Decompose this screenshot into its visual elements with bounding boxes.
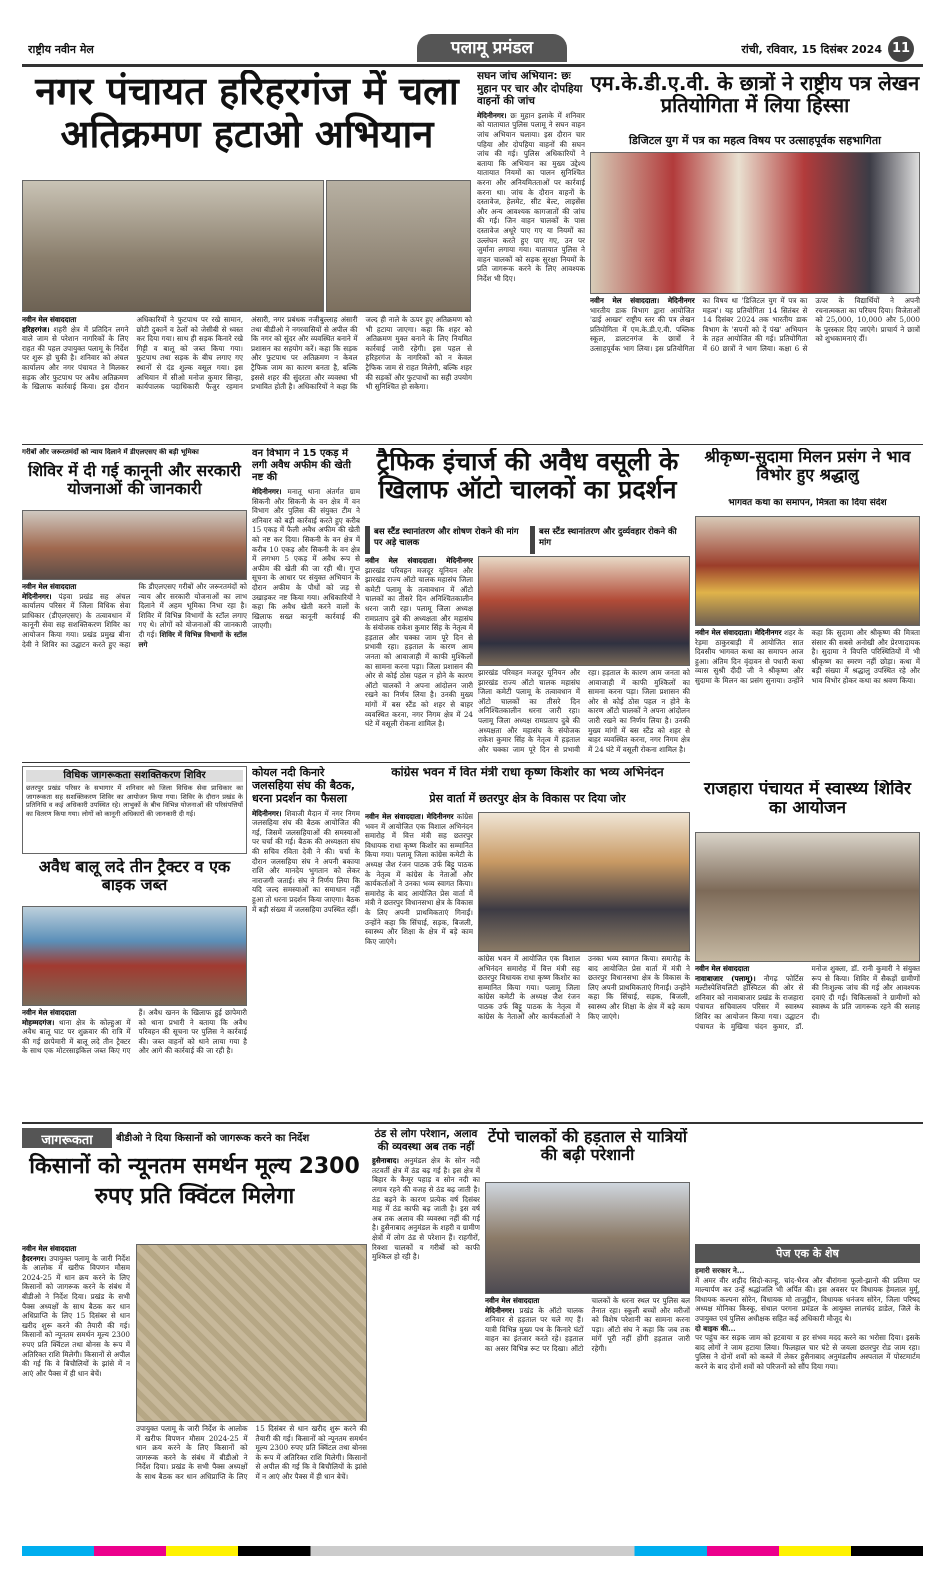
a12-photo <box>695 832 920 962</box>
header-date: रांची, रविवार, 15 दिसंबर 2024 <box>741 43 882 56</box>
a10-column <box>252 766 360 1118</box>
a11-byline: नवीन मेल संवाददाता। मेदिनीनगर <box>365 812 454 821</box>
a8-body: छतरपुर प्रखंड परिसर के सभागार में शनिवार को जिला विधिक सेवा प्राधिकार का जागरूकता सह सशक्तिकरण शिविर का आयोजन किया गया। शिविर के दौरान प्रखंड के प्रतिनिधि व कई अधिकारी उपस्थित रहे। लाभुकों के बीच विभिन्न योजनाओं की परिसंपत्तियों का वितरण किया गया। लोगों को कानूनी अधिकारों की जानकारी दी गई। <box>26 784 243 818</box>
a6-body-2: झारखंड परिवहन मजदूर यूनियन और झारखंड राज्य ऑटो चालक महासंघ जिला कमेटी पलामू के तत्वावधान में ऑटो चालकों का तीसरे दिन अनिश्चितकालीन धरना जारी रहा। पलामू जिला अध्यक्ष रामप्रताप दुबे की अध्यक्षता और महासंघ के संयोजक राकेश कुमार सिंह के नेतृत्व में हड़ताल और चक्का जाम पूरे दिन से प्रभावी रहा। हड़ताल के कारण आम जनता को आवाजाही में काफी मुश्किलों का सामना करना पड़ा। जिला प्रशासन की ओर से कोई ठोस पहल न होने के कारण ऑटो चालकों ने अपना आंदोलन जारी रखने का निर्णय लिया है। उनकी मुख्य मांगों में बस स्टैंड को शहर से बाहर व्यवस्थित करना, नगर निगम क्षेत्र में 24 घंटे में वसूली रोकना शामिल है। <box>478 668 690 754</box>
a10-text: शिवाजी मैदान में नगर निगम जलसहिया संघ की बैठक आयोजित की गई, जिसमें जलसहियाओं की समस्याओं पर चर्चा की गई। बैठक की अध्यक्षता संघ की सचिव रविता देवी ने की। चर्चा के दौरान जलसहिया संघ ने अपनी बकाया राशि और मानदेय भुगतान को लेकर नाराजगी जताई। संघ ने निर्णय लिया कि यदि जल्द समस्याओं का समाधान नहीं हुआ तो धरना प्रदर्शन किया जाएगा। बैठक में बड़ी संख्या में जलसहिया उपस्थित रहीं। <box>252 808 360 914</box>
a12-text: नौगढ़ फोर्टिस मल्टीस्पेशियलिटी हॉस्पिटल की ओर से शनिवार को नावाबाजार प्रखंड के राजहारा पंचायत सचिवालय परिसर में स्वास्थ्य शिविर का आयोजन किया गया। उद्घाटन पंचायत के मुखिया चंदन कुमार, डॉ. मनोज शुक्ला, डॉ. रानी कुमारी ने संयुक्त रूप से किया। शिविर में सैकड़ों ग्रामीणों की निःशुल्क जांच की गई और आवश्यक दवाएं दी गईं। चिकित्सकों ने ग्रामीणों को स्वास्थ्य के प्रति जागरूक रहने की सलाह दी। <box>695 964 920 1031</box>
a5-byline: मेदिनीनगर। <box>252 487 282 496</box>
a16-text: में अमर वीर शहीद सिदो-कान्हू, चांद-भैरव और बीरांगना फूलो-झानो की प्रतिमा पर माल्यार्पण कर उन्हें श्रद्धांजलि भी अर्पित की। इस अवसर पर विधायक हेमलाल मुर्मू, विधायक कल्पना सोरेन, विधायक मो ताजुद्दीन, विधायक धनंजय सोरेन, जिला परिषद अध्यक्ष मोनिका किस्कू, संथाल परगना प्रमंडल के आयुक्त लालचंद डाडेल, जिले के उपायुक्त एवं पुलिस अधीक्षक सहित कई अधिकारी मौजूद थे। <box>695 1275 920 1323</box>
a15-headline: टेंपो चालकों की हड़ताल से यात्रियों की बढ़ी परेशानी <box>488 1128 687 1164</box>
a14-headline: ठंड से लोग परेशान, अलाव की व्यवस्था अब तक नहीं <box>374 1128 478 1153</box>
a11-text: कांग्रेस भवन में आयोजित एक विशाल अभिनंदन समारोह में वित्त मंत्री सह छतरपुर विधायक राधा कृष्ण किशोर का सम्मानित किया गया। पलामू जिला कांग्रेस कमेटी के अध्यक्ष जैश रंजन पाठक उर्फ बिट्टू पाठक के नेतृत्व में कांग्रेस के नेताओं और कार्यकर्ताओं ने उनका भव्य स्वागत किया। समारोह के बाद आयोजित प्रेस वार्ता में मंत्री ने छतरपुर विधानसभा क्षेत्र के विकास के लिए अपनी प्राथमिकताएं गिनाईं। उन्होंने कहा कि सिंचाई, सड़क, बिजली, स्वास्थ्य और शिक्षा के क्षेत्र में बड़े काम किए जाएंगे। <box>365 812 473 946</box>
a1-byline: नवीन मेल संवाददाता <box>22 315 77 324</box>
a9-byline: नवीन मेल संवाददाता <box>22 1008 77 1017</box>
rule-1 <box>22 444 923 445</box>
a2-headline: सघन जांच अभियान: छः मुहान पर चार और दोपहिया वाहनों की जांच <box>477 70 583 108</box>
a11-body-2: कांग्रेस भवन में आयोजित एक विशाल अभिनंदन समारोह में वित्त मंत्री सह छतरपुर विधायक राधा कृष्ण किशोर का सम्मानित किया गया। पलामू जिला कांग्रेस कमेटी के अध्यक्ष जैश रंजन पाठक उर्फ बिट्टू पाठक के नेतृत्व में कांग्रेस के नेताओं और कार्यकर्ताओं ने उनका भव्य स्वागत किया। समारोह के बाद आयोजित प्रेस वार्ता में मंत्री ने छतरपुर विधानसभा क्षेत्र के विकास के लिए अपनी प्राथमिकताएं गिनाईं। उन्होंने कहा कि सिंचाई, सड़क, बिजली, स्वास्थ्य और शिक्षा के क्षेत्र में बड़े काम किए जाएंगे। <box>478 954 690 1021</box>
a13-byline: नवीन मेल संवाददाता <box>22 1244 77 1253</box>
a12-dateline: नावाबाजार (पलामू)। <box>695 973 756 983</box>
a15-dateline: मेदिनीनगर। <box>485 1305 515 1315</box>
a6-text: झारखंड परिवहन मजदूर यूनियन और झारखंड राज्य ऑटो चालक महासंघ जिला कमेटी पलामू के तत्वावधान में ऑटो चालकों का तीसरे दिन अनिश्चितकालीन धरना जारी रहा। पलामू जिला अध्यक्ष रामप्रताप दुबे की अध्यक्षता और महासंघ के संयोजक राकेश कुमार सिंह के नेतृत्व में हड़ताल और चक्का जाम पूरे दिन से प्रभावी रहा। हड़ताल के कारण आम जनता को आवाजाही में काफी मुश्किलों का सामना करना पड़ा। जिला प्रशासन की ओर से कोई ठोस पहल न होने के कारण ऑटो चालकों ने अपना आंदोलन जारी रखने का निर्णय लिया है। उनकी मुख्य मांगों में बस स्टैंड को शहर से बाहर व्यवस्थित करना, नगर निगम क्षेत्र में 24 घंटे में वसूली रोकना शामिल है। <box>365 565 473 729</box>
a13-dateline: हैदरनगर। <box>22 1253 47 1263</box>
a10-headline: कोयल नदी किनारे जलसहिया संघ की बैठक, धरना प्रदर्शन का फैसला <box>252 766 355 806</box>
a7-headline: श्रीकृष्ण-सुदामा मिलन प्रसंग ने भाव विभोर हुए श्रद्धालु <box>704 448 911 484</box>
a7-subheadline: भागवत कथा का समापन, मित्रता का दिया संदेश <box>728 498 887 508</box>
a5-column <box>252 448 360 760</box>
a13-headline: किसानों को न्यूनतम समर्थन मूल्य 2300 रुपए प्रति क्विंटल मिलेगा <box>29 1154 360 1209</box>
a2-byline: मेदिनीनगर। <box>477 110 507 120</box>
a4-byline: नवीन मेल संवाददाता <box>22 582 77 591</box>
a13-kicker: बीडीओ ने दिया किसानों को जागरूक करने का निर्देश <box>116 1133 310 1144</box>
a5-headline: वन विभाग ने 15 एकड़ में लगी अवैध अफीम की खेती नष्ट की <box>252 448 351 483</box>
a12-headline: राजहारा पंचायत में स्वास्थ्य शिविर का आयोजन <box>704 780 911 819</box>
a3-byline: नवीन मेल संवाददाता। मेदिनीनगर <box>590 296 695 305</box>
a14-dateline: हुसैनाबाद। <box>372 1156 400 1166</box>
a6-byline: नवीन मेल संवाददाता। मेदिनीनगर <box>365 556 473 565</box>
a4-dateline: मेदिनीनगर। <box>22 591 52 601</box>
a11-photo <box>478 812 690 952</box>
a9-text: थाना क्षेत्र के कोल्हुआ में अवैध बालू घाट पर शुक्रवार की रात्रि में की गई छापेमारी में बालू लदे तीन ट्रैक्टर के साथ एक मोटरसाइकिल जब्त किए गए हैं। अवैध खनन के खिलाफ हुई छापेमारी को थाना प्रभारी ने बताया कि अवैध परिवहन की सूचना पर पुलिस ने कार्रवाई की। जब्त वाहनों को थाने लाया गया है और आगे की कार्रवाई की जा रही है। <box>22 1008 247 1056</box>
a11-headline: कांग्रेस भवन में वित मंत्री राधा कृष्ण किशोर का भव्य अभिनंदन <box>391 766 664 779</box>
a12-body <box>695 964 920 1118</box>
a15-body <box>485 1296 690 1534</box>
a10-byline: मेदिनीनगर। <box>252 808 282 818</box>
a13-text: उपायुक्त पलामू के जारी निर्देश के आलोक में खरीफ विपणन मौसम 2024-25 में धान क्रय करने के लिए किसानों को जागरूक करने के संबंध में बीडीओ ने निर्देश दिया। प्रखंड के सभी पैक्स अध्यक्षों के साथ बैठक कर धान अधिप्राप्ति के लिए 15 दिसंबर से धान खरीद शुरू करने की तैयारी की गई। किसानों को न्यूनतम समर्थन मूल्य 2300 रुपए प्रति क्विंटल तथा बोनस के रूप में अतिरिक्त राशि मिलेगी। किसानों से अपील की गई कि वे बिचौलियों के झांसे में न आएं और पैक्स में ही धान बेचें। <box>22 1253 130 1378</box>
a1-photo-2 <box>326 180 471 312</box>
a3-headline: एम.के.डी.ए.वी. के छात्रों ने राष्ट्रीय पत्र लेखन प्रतियोगिता में लिया हिस्सा <box>590 72 920 118</box>
a13-label: जागरूकता <box>22 1128 112 1148</box>
a4-kicker: गरीबों और जरूरतमंदों को न्याय दिलाने में डीएलएसए की बड़ी भूमिका <box>22 448 199 456</box>
a5-text: मनातू थाना अंतर्गत ग्राम सिकनी और सिकनी के वन क्षेत्र में वन विभाग और पुलिस की संयुक्त टीम ने शनिवार को बड़ी कार्रवाई करते हुए करीब 15 एकड़ में फैली अवैध अफीम की खेती को नष्ट कर दिया। सिकनी के वन क्षेत्र में करीब 10 एकड़ और सिकनी के वन क्षेत्र में लगभग 5 एकड़ में अवैध रूप से अफीम की खेती की जा रही थी। गुप्त सूचना के आधार पर संयुक्त अभियान के दौरान अफीम के पौधों को जड़ से उखाड़कर नष्ट किया गया। अधिकारियों ने कहा कि अवैध खेती करने वालों के खिलाफ सख्त कानूनी कार्रवाई की जाएगी। <box>252 487 360 631</box>
rule-2 <box>22 762 690 763</box>
a16-text-2: पर पहुंच कर सड़क जाम को हटवाया व हर संभव मदद करने का भरोसा दिया। इसके बाद लोगों ने जाम हटाया लिया। फिलहाल चार घंटे से जयला छतरपुर रोड जाम रहा। पुलिस ने दोनों शवों को कब्जे में लेकर हुसैनाबाद अनुमंडलीय अस्पताल में पोस्टमार्टम करने के बाद दोनों शवों को परिजनों को सौंप दिया गया। <box>695 1333 920 1371</box>
a16-kicker: हमारी सरकार ने... <box>695 1266 745 1275</box>
a7-byline: नवीन मेल संवाददाता। मेदिनीनगर <box>695 628 782 637</box>
a8-box <box>22 766 247 854</box>
a16-box <box>695 1244 920 1534</box>
a6-deck-left: बस स्टैंड स्थानांतरण और शोषण रोकने की मांग पर अड़े चालक <box>365 526 525 554</box>
a13-body-1 <box>22 1244 130 1534</box>
a2-text: छः मुहान इलाके में शनिवार को यातायात पुलिस पलामू ने सघन वाहन जांच अभियान चलाया। इस दौरान चार पहिया और दोपहिया वाहनों की सघन जांच की गई। पुलिस अधिकारियों ने बताया कि अभियान का मुख्य उद्देश्य यातायात नियमों का पालन सुनिश्चित करना और अनियमितताओं पर कार्रवाई करना था। जांच के दौरान वाहनों के दस्तावेज, हेलमेट, सीट बेल्ट, लाइसेंस और अन्य आवश्यक कागजातों की जांच की गई। जिन वाहन चालकों के पास दस्तावेज अधूरे पाए गए या नियमों का उल्लंघन करते हुए पाए गए, उन पर जुर्माना लगाया गया। यातायात पुलिस ने वाहन चालकों को सड़क सुरक्षा नियमों के प्रति जागरूक करने के लिए आवश्यक निर्देश भी दिए। <box>477 110 585 283</box>
a14-column <box>372 1128 480 1534</box>
a4-text: पंड़वा प्रखंड सह अंचल कार्यालय परिसर में जिला विधिक सेवा प्राधिकार (डीएलएसए) के तत्वावधान में कानूनी सेवा सह सशक्तिकरण शिविर का आयोजन किया गया। प्रखंड प्रमुख बीना देवी ने शिविर का उद्घाटन करते हुए कहा कि डीएलएसए गरीबों और जरूरतमंदों को न्याय और सरकारी योजनाओं का लाभ दिलाने में अहम भूमिका निभा रहा है। शिविर में विभिन्न विभागों के स्टॉल लगाए गए थे। लोगों को योजनाओं की जानकारी दी गई। <box>22 582 247 649</box>
masthead: राष्ट्रीय नवीन मेल <box>28 43 94 56</box>
page-number: 11 <box>888 36 914 62</box>
a6-deck-right: बस स्टैंड स्थानांतरण और दुर्व्यवहार रोकने की मांग <box>530 526 690 554</box>
a6-headline: ट्रैफिक इंचार्ज की अवैध वसूली के खिलाफ ऑटो चालकों का प्रदर्शन <box>376 448 679 504</box>
a3-subheadline: डिजिटल युग में पत्र का महत्व विषय पर उत्साहपूर्वक सहभागिता <box>628 134 881 147</box>
a3-text: भारतीय डाक विभाग द्वारा आयोजित 'ढाई आखर' राष्ट्रीय स्तर की पत्र लेखन प्रतियोगिता में एम.के.डी.ए.वी. पब्लिक स्कूल, डालटनगंज के छात्रों ने उत्साहपूर्वक भाग लिया। इस प्रतियोगिता का विषय था 'डिजिटल युग में पत्र का महत्व'। यह प्रतियोगिता 14 सितंबर से 14 दिसंबर 2024 तक भारतीय डाक विभाग के 'सपनों को दें पंख' अभियान के तहत आयोजित की गई। प्रतियोगिता में 60 छात्रों ने भाग लिया। कक्षा 6 से ऊपर के विद्यार्थियों ने अपनी रचनात्मकता का परिचय दिया। विजेताओं को 25,000, 10,000 और 5,000 के पुरस्कार दिए जाएंगे। प्राचार्य ने छात्रों को शुभकामनाएं दीं। <box>590 296 920 353</box>
a14-text: अनुमंडल क्षेत्र के सोन नदी तटवर्ती क्षेत्र में ठंड बढ़ गई है। इस क्षेत्र में बिहार के कैमूर पहाड़ व सोन नदी का लगाव रहने की वजह से ठंड बढ़ जाती है। ठंड बढ़ने के कारण प्रत्येक वर्ष दिसंबर माह में ठंड काफी बढ़ जाती है। इस वर्ष अब तक अलाव की व्यवस्था नहीं की गई है। हुसैनाबाद अनुमंडल के शहरी व ग्रामीण क्षेत्रों में लोग ठंड से परेशान हैं। राहगीरों, रिक्शा चालकों व गरीबों को काफी मुश्किल हो रही है। <box>372 1156 480 1262</box>
a15-photo <box>485 1182 690 1294</box>
a4-subhead: शिविर में विभिन्न विभागों के स्टॉल लगे <box>138 629 247 649</box>
footer-color-bar <box>22 1546 923 1556</box>
a9-dateline: मोहम्मदगंज। <box>22 1017 55 1027</box>
section-banner: पलामू प्रमंडल <box>417 34 567 62</box>
a7-text: शहर के रेड़मा ठाकुरबाड़ी में आयोजित सात दिवसीय भागवत कथा का समापन आज हुआ। अंतिम दिन वृंदावन से पधारी कथा व्यास सुश्री दीदी जी ने श्रीकृष्ण और सुदामा के मिलन का प्रसंग सुनाया। उन्होंने कहा कि सुदामा और श्रीकृष्ण की मित्रता संसार की सबसे अनोखी और प्रेरणादायक है। सुदामा ने विपत्ति परिस्थितियों में भी श्रीकृष्ण का स्मरण नहीं छोड़ा। कथा में बड़ी संख्या में श्रद्धालु उपस्थित रहे और भाव विभोर होकर कथा का श्रवण किया। <box>695 628 920 685</box>
a15-byline: नवीन मेल संवाददाता <box>485 1296 540 1305</box>
a7-photo <box>695 516 920 626</box>
a1-photo <box>22 180 324 312</box>
a2-column <box>477 70 585 442</box>
a9-body <box>22 1008 247 1118</box>
a1-headline: नगर पंचायत हरिहरगंज में चला अतिक्रमण हटाओ अभियान <box>35 70 459 156</box>
a16-headline: पेज एक के शेष <box>695 1244 920 1263</box>
rule-3 <box>22 1122 923 1124</box>
a9-headline: अवैध बालू लदे तीन ट्रैक्टर व एक बाइक जब्त <box>38 858 231 894</box>
a15-text: प्रखंड के ऑटो चालक शनिवार से हड़ताल पर चले गए हैं। यात्री विभिन्न मुख्य पथ के किनारे घंटों वाहन का इंतजार करते रहे। हड़ताल का असर विभिन्न रूट पर दिखा। ऑटो चालकों के धरना स्थल पर पुलिस बल तैनात रहा। स्कूली बच्चों और मरीजों को विशेष परेशानी का सामना करना पड़ा। ऑटो संघ ने कहा कि जब तक मांगें पूरी नहीं होंगी हड़ताल जारी रहेगी। <box>485 1296 690 1353</box>
a6-photo <box>478 556 690 666</box>
a1-body <box>22 315 472 430</box>
a3-photo <box>590 152 920 294</box>
a11-body-1 <box>365 812 473 1118</box>
a13-photo <box>136 1244 367 1422</box>
a13-body-2: उपायुक्त पलामू के जारी निर्देश के आलोक में खरीफ विपणन मौसम 2024-25 में धान क्रय करने के लिए किसानों को जागरूक करने के संबंध में बीडीओ ने निर्देश दिया। प्रखंड के सभी पैक्स अध्यक्षों के साथ बैठक कर धान अधिप्राप्ति के लिए 15 दिसंबर से धान खरीद शुरू करने की तैयारी की गई। किसानों को न्यूनतम समर्थन मूल्य 2300 रुपए प्रति क्विंटल तथा बोनस के रूप में अतिरिक्त राशि मिलेगी। किसानों से अपील की गई कि वे बिचौलियों के झांसे में न आएं और पैक्स में ही धान बेचें। <box>136 1424 367 1481</box>
a7-body <box>695 628 920 778</box>
a9-photo <box>22 906 247 1006</box>
a6-body-1 <box>365 556 473 760</box>
header-rule <box>22 64 923 67</box>
page-header <box>22 34 923 64</box>
a1-dateline: हरिहरगंज। <box>22 324 50 334</box>
a4-photo <box>22 510 247 580</box>
a8-headline: विधिक जागरूकता सशक्तिकरण शिविर <box>26 770 243 782</box>
a12-byline: नवीन मेल संवाददाता <box>695 964 750 973</box>
a16-kicker-2: दो बाइक की... <box>695 1323 736 1333</box>
a4-headline: शिविर में दी गई कानूनी और सरकारी योजनाओं की जानकारी <box>28 462 241 498</box>
a3-body <box>590 296 920 442</box>
a1-text: शहरी क्षेत्र में प्रतिदिन लगने वाले जाम से परेशान नागरिकों के लिए राहत की पहल उपायुक्त पलामू के निर्देश पर शुरू हो चुकी है। शनिवार को अंचल कार्यालय और नगर पंचायत ने मिलकर सड़क और फुटपाथ पर अवैध अतिक्रमण के खिलाफ कार्रवाई किया। इस दौरान अधिकारियों ने फुटपाथ पर रखे सामान, छोटी दुकानें व ठेलों को जेसीबी से ध्वस्त कर दिया गया। साथ ही सड़क किनारे रखे गिट्टी व बालू को जब्त किया गया। फुटपाथ तथा सड़क के बीच लगाए गए स्थानों से दंड शुल्क वसूल गया। इस अभियान में सीओ मनोज कुमार सिन्हा, कार्यपालक पदाधिकारी फैजुर रहमान अंसारी, नगर प्रबंधक नजीबुल्लाह अंसारी तथा बीडीओ ने नगरवासियों से अपील की कि नगर को सुंदर और व्यवस्थित बनाने में प्रशासन का सहयोग करें। कहा कि सड़क और फुटपाथ पर अतिक्रमण न केवल ट्रैफिक जाम का कारण बनता है, बल्कि इससे शहर की सुंदरता और व्यवस्था भी प्रभावित होती है। अधिकारियों ने कहा कि जल्द ही नाले के ऊपर हुए अतिक्रमण को भी हटाया जाएगा। कहा कि शहर को अतिक्रमण मुक्त बनाने के लिए नियमित कार्रवाई जारी रहेगी। इस पहल से हरिहरगंज के नागरिकों को न केवल ट्रैफिक जाम से राहत मिलेगी, बल्कि शहर की सड़कों और फुटपाथों का सही उपयोग भी सुनिश्चित हो सकेगा। <box>22 315 472 392</box>
a4-body <box>22 582 247 760</box>
a11-subheadline: प्रेस वार्ता में छतरपुर क्षेत्र के विकास पर दिया जोर <box>429 792 626 805</box>
